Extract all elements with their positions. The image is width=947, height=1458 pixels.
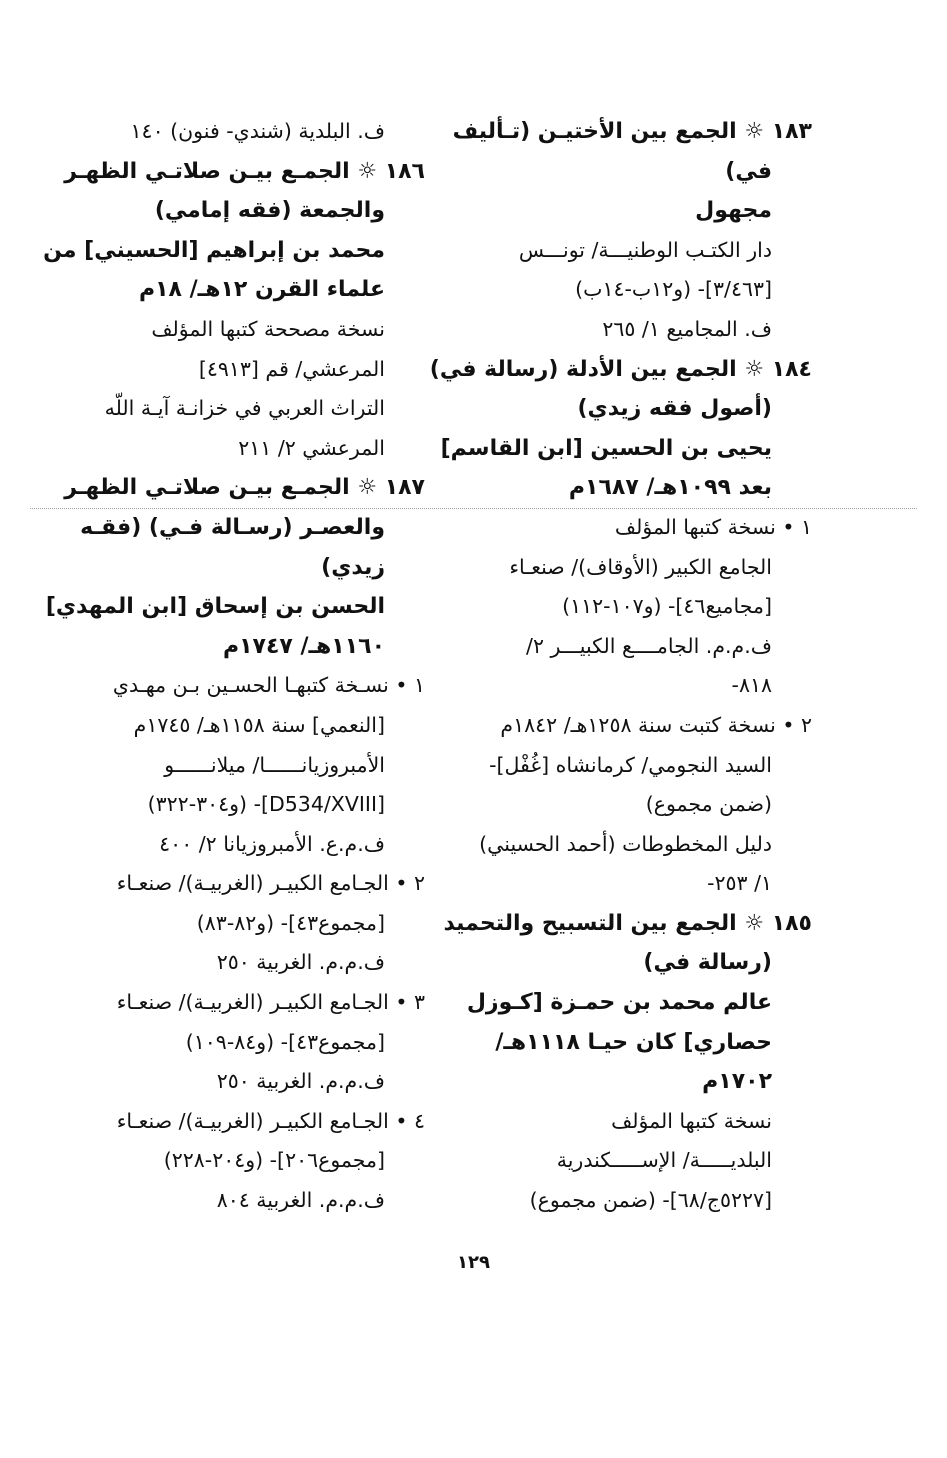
text-line: ٨١٨- bbox=[731, 673, 772, 698]
text-line: الجامع الكبير (الأوقاف)/ صنعـاء bbox=[509, 554, 772, 579]
text-line: ف.م.ع. الأمبروزيانا ٢/ ٤٠٠ bbox=[159, 831, 385, 856]
text-line: المرعشي/ قم [٤٩١٣] bbox=[198, 356, 385, 381]
text-line: دار الكتـب الوطنيـــة/ تونـــس bbox=[518, 237, 772, 262]
text-line: نسخة مصححة كتبها المؤلف bbox=[151, 316, 385, 341]
text-line: علماء القرن ١٢هـ/ ١٨م bbox=[139, 277, 385, 303]
text-line: الحسن بن إسحاق [ابن المهدي] bbox=[45, 594, 385, 620]
text-line: [مجاميع٤٦]- (و١٠٧-١١٢) bbox=[562, 594, 772, 619]
left-column bbox=[43, 112, 425, 1221]
text-line: السيد النجومي/ كرمانشاه [غُفْل]- bbox=[489, 752, 772, 777]
text-line: [D534/XVIII]- (و٣٠٤-٣٢٢) bbox=[147, 792, 385, 817]
text-line: ٢ • نسخة كتبت سنة ١٢٥٨هـ/ ١٨٤٢م bbox=[500, 712, 812, 737]
text-line: ١٨٦ ☼ الجمـع بيـن صلاتـي الظهـر bbox=[64, 158, 425, 184]
text-line: المرعشي ٢/ ٢١١ bbox=[238, 435, 385, 460]
text-line: ١٨٧ ☼ الجمـع بيـن صلاتـي الظهـر bbox=[64, 475, 425, 501]
text-line: زيدي) bbox=[321, 554, 385, 580]
text-line: (أصول فقه زيدي) bbox=[577, 396, 772, 422]
text-line: مجهول bbox=[695, 198, 772, 224]
text-line: ٤ • الجـامع الكبيـر (الغربيـة)/ صنعـاء bbox=[116, 1108, 425, 1133]
page-number: ١٢٩ bbox=[457, 1252, 490, 1273]
text-line: [مجموع٤٣]- (و٨٤-١٠٩) bbox=[185, 1029, 385, 1054]
text-line: ف.م.م. الغربية ٢٥٠ bbox=[216, 1069, 385, 1094]
text-line: ف.م.م. الغربية ٨٠٤ bbox=[216, 1188, 385, 1213]
text-line: [مجموع٢٠٦]- (و٢٠٤-٢٢٨) bbox=[163, 1148, 385, 1173]
text-line: ١٨٥ ☼ الجمع بين التسبيح والتحميد bbox=[443, 910, 812, 936]
text-line: ١٨٣ ☼ الجمع بين الأختيـن (تـأليف bbox=[452, 119, 812, 144]
text-line: دليل المخطوطات (أحمد الحسيني) bbox=[479, 831, 772, 856]
text-line: يحيى بن الحسين [ابن القاسم] bbox=[440, 435, 772, 461]
text-line: ١١٦٠هـ/ ١٧٤٧م bbox=[222, 633, 385, 659]
text-line: ٢ • الجـامع الكبيـر (الغربيـة)/ صنعـاء bbox=[116, 871, 425, 896]
text-line: والعصـر (رسـالة فـي) (فقـه bbox=[80, 514, 385, 540]
text-line: (ضمن مجموع) bbox=[645, 792, 772, 817]
text-line: ١/ ٢٥٣- bbox=[707, 871, 772, 896]
text-line: في) bbox=[725, 158, 772, 184]
text-line: ١ • نسخة كتبها المؤلف bbox=[614, 514, 812, 539]
text-line: [٥٢٢٧ج/٦٨]- (ضمن مجموع) bbox=[529, 1188, 772, 1213]
text-line: ١ • نسـخة كتبهـا الحسـين بـن مهـدي bbox=[112, 673, 425, 698]
text-line: ١٨٤ ☼ الجمع بين الأدلة (رسالة في) bbox=[429, 356, 812, 382]
text-line: حصاري] كان حيـا ١١١٨هـ/ bbox=[495, 1029, 772, 1055]
text-line: [مجموع٤٣]- (و٨٢-٨٣) bbox=[196, 910, 385, 935]
scan-divider-line bbox=[30, 508, 917, 509]
text-line: (رسالة في) bbox=[643, 950, 772, 976]
right-column bbox=[429, 112, 812, 1221]
text-line: ف.م.م. الغربية ٢٥٠ bbox=[216, 950, 385, 975]
text-line: التراث العربي في خزانـة آيـة اللّه bbox=[104, 396, 385, 421]
text-line: ف. المجاميع ١/ ٢٦٥ bbox=[602, 316, 772, 341]
text-line: محمد بن إبراهيم [الحسيني] من bbox=[43, 237, 385, 263]
text-line: [النعمي] سنة ١١٥٨هـ/ ١٧٤٥م bbox=[133, 712, 385, 737]
text-line: والجمعة (فقه إمامي) bbox=[154, 198, 385, 224]
text-line: [٣/٤٦٣]- (و١٢ب-١٤ب) bbox=[575, 277, 772, 302]
text-line: ف. البلدية (شندي- فنون) ١٤٠ bbox=[130, 119, 385, 143]
text-line: ٣ • الجـامع الكبيـر (الغربيـة)/ صنعـاء bbox=[116, 990, 425, 1015]
text-line: بعد ١٠٩٩هـ/ ١٦٨٧م bbox=[568, 475, 772, 501]
text-line: ١٧٠٢م bbox=[702, 1069, 772, 1095]
text-line: الأمبروزيانــــــا/ ميلانــــــو bbox=[164, 752, 385, 777]
text-line: ف.م.م. الجامــــع الكبيـــر ٢/ bbox=[526, 633, 772, 658]
text-line: البلديـــــة/ الإســـــكندرية bbox=[556, 1148, 772, 1173]
text-line: نسخة كتبها المؤلف bbox=[611, 1108, 772, 1133]
text-line: عالم محمد بن حمـزة [كـوزل bbox=[466, 990, 772, 1016]
